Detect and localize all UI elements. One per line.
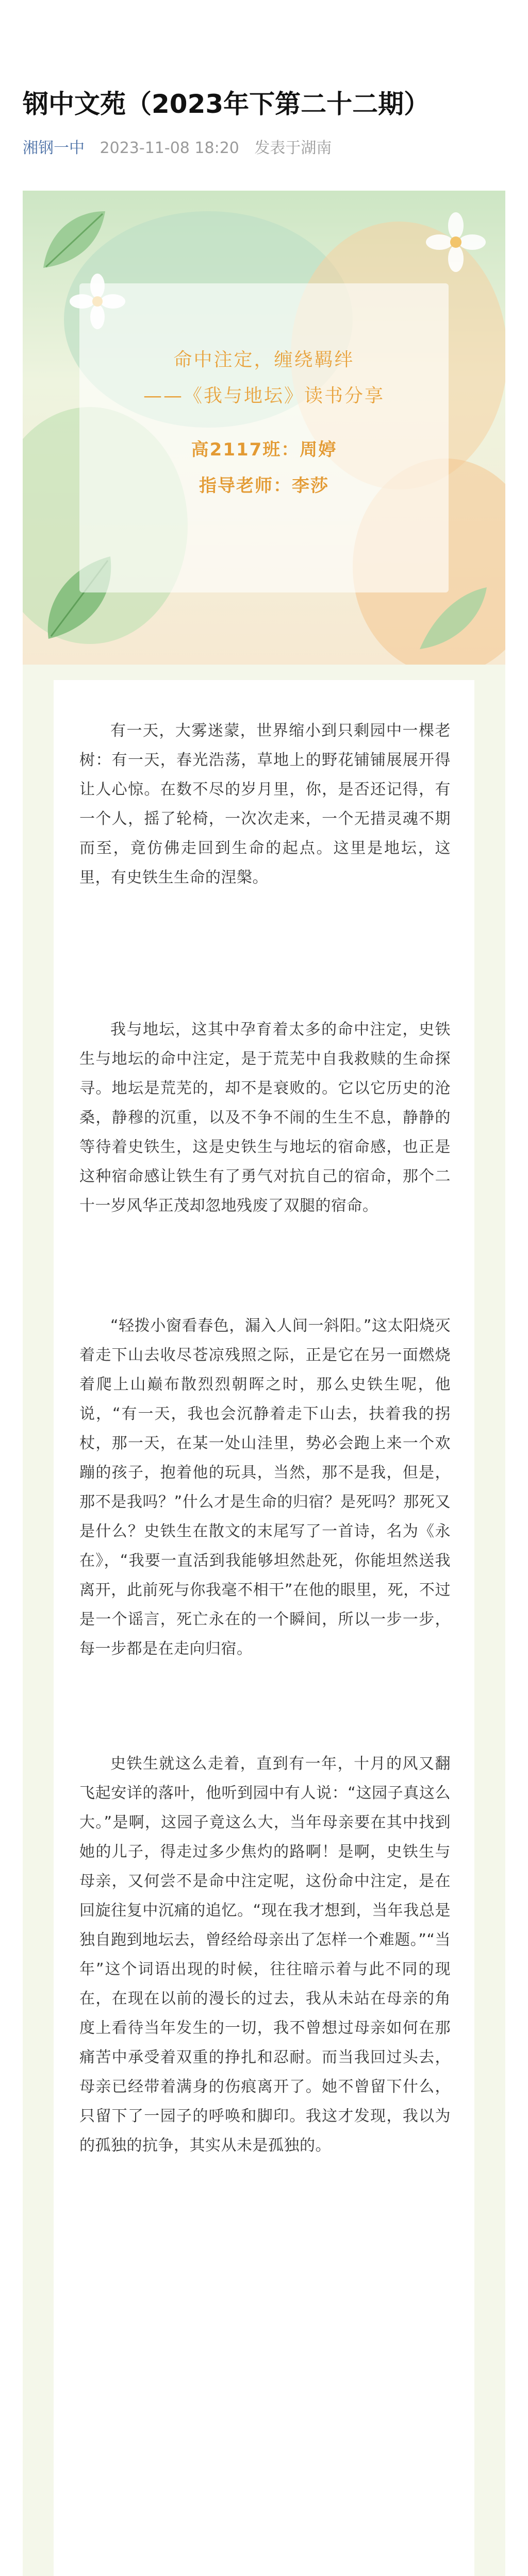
topic-subheading: ——《我与地坛》读书分享 <box>143 385 385 406</box>
body-paragraph: 我与地坛，这其中孕育着太多的命中注定，史铁生与地坛的命中注定，是于荒芜中自我救赎的生命探寻。地坛是荒芜的，却不是衰败的。它以它历史的沧桑，静穆的沉重，以及不争不闹的生生不息，静静的等待着史铁生，这是史铁生与地坛的宿命感，也正是这种宿命感让铁生有了勇气对抗自己的宿命，那个二十一岁风华正茂却忽地残废了双腿的宿命。 <box>79 1021 451 1215</box>
body-paragraph: 有一天，大雾迷蒙，世界缩小到只剩园中一棵老树：有一天，春光浩荡，草地上的野花铺铺展展开得让人心惊。在数不尽的岁月里，你，是否还记得，有一个人，摇了轮椅，一次次走来，一个无措灵魂不期而至，竟仿佛走回到生命的起点。这里是地坛，这里，有史铁生生命的涅槃。 <box>79 722 451 887</box>
leaf-bottom-right-icon <box>415 582 492 654</box>
article-card <box>23 191 505 2576</box>
header-illustration <box>23 191 505 665</box>
flower-right-icon <box>425 211 487 273</box>
body-paragraph: “轻拨小窗看春色，漏入人间一斜阳。”这太阳烧灭着走下山去收尽苍凉残照之际，正是它在另一面燃烧着爬上山巅布散烈烈朝晖之时，那么史铁生呢，他说，“有一天，我也会沉静着走下山去，扶着我的拐杖，那一天，在某一处山洼里，势必会跑上来一个欢蹦的孩子，抱着他的玩具，当然，那不是我，但是，那不是我吗？”什么才是生命的归宿？是死吗？那死又是什么？史铁生在散文的末尾写了一首诗，名为《永在》，“我要一直活到我能够坦然赴死，你能坦然送我离开，此前死与你我毫不相干”在他的眼里，死，不过是一个谣言，死亡永在的一个瞬间，所以一步一步，每一步都是在走向归宿。 <box>79 1317 451 1658</box>
leaf-top-left-icon <box>33 201 110 278</box>
teacher-line: 指导老师：李莎 <box>199 476 329 496</box>
account-link[interactable]: 湘钢一中 <box>23 139 85 157</box>
article-meta <box>23 135 332 158</box>
article-body <box>54 680 474 2576</box>
publish-location: 发表于湖南 <box>254 139 332 157</box>
author-line: 高2117班：周婷 <box>191 439 337 460</box>
body-paragraph: 史铁生就这么走着，直到有一年，十月的风又翻飞起安详的落叶，他听到园中有人说：“这园子真这么大。”是啊，这园子竟这么大，当年母亲要在其中找到她的儿子，得走过多少焦灼的路啊！是啊，史铁生与母亲，又何尝不是命中注定呢，这份命中注定，是在回旋往复中沉痛的追忆。“现在我才想到，当年我总是独自跑到地坛去，曾经给母亲出了怎样一个难题。”“当年”这个词语出现的时候，往往暗示着与此不同的现在，在现在以前的漫长的过去，我从未站在母亲的角度上看待当年发生的一切，我不曾想过母亲如何在那痛苦中承受着双重的挣扎和忍耐。而当我回过头去，母亲已经带着满身的伤痕离开了。她不曾留下什么，只留下了一园子的呼唤和脚印。我这才发现，我以为的孤独的抗争，其实从未是孤独的。 <box>79 1755 451 2155</box>
topic-heading: 命中注定，缠绕羁绊 <box>173 349 355 370</box>
publish-time: 2023-11-08 18:20 <box>100 139 239 157</box>
article-title: 钢中文苑（2023年下第二十二期） <box>23 89 430 119</box>
